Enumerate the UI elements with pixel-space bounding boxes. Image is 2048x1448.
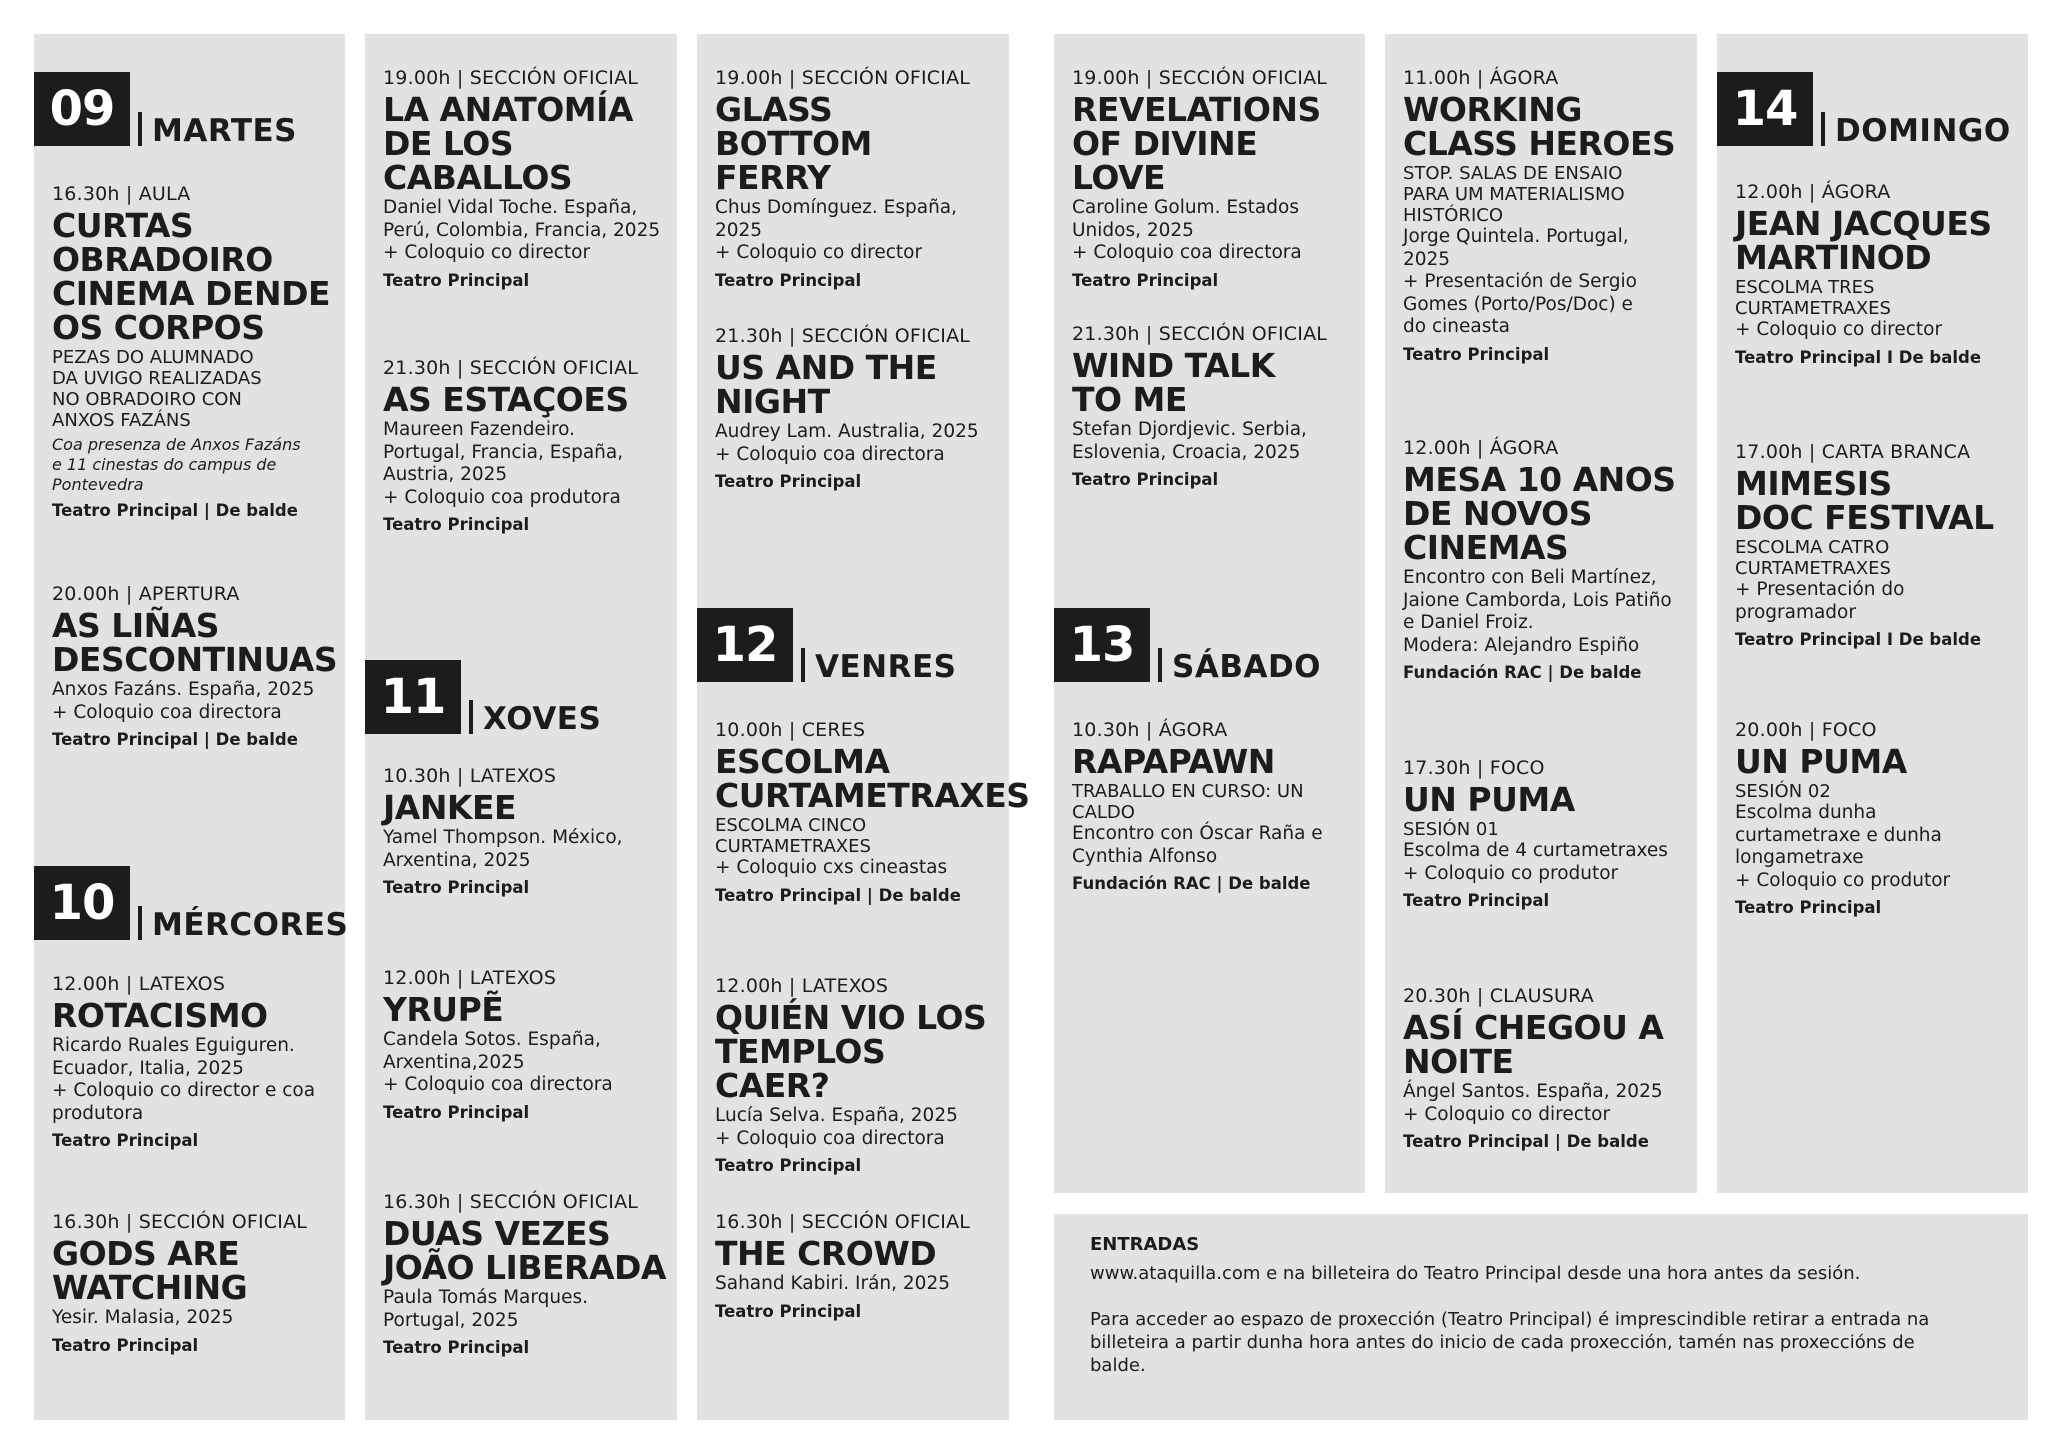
event-description-line: programador <box>1735 601 1856 623</box>
event-description-line: Sahand Kabiri. Irán, 2025 <box>715 1273 950 1294</box>
event-title-line: WIND TALK <box>1072 346 1275 385</box>
event-title-line: FERRY <box>715 158 831 197</box>
event <box>52 972 335 1151</box>
event-time: 21.30h | SECCIÓN OFICIAL <box>715 325 971 347</box>
event-description <box>1403 567 1687 657</box>
event <box>1403 984 1687 1152</box>
event-description-line: Maureen Fazendeiro. <box>383 419 576 440</box>
event-description-line: + Coloquio co director <box>1403 1103 1611 1125</box>
event-title-line: OF DIVINE LOVE <box>1072 124 1258 197</box>
event-time: 19.00h | SECCIÓN OFICIAL <box>383 67 639 89</box>
day-number: 11 <box>365 660 461 734</box>
event <box>1403 756 1687 911</box>
event-title-line: OS CORPOS <box>52 308 265 347</box>
event-subtitle <box>1403 819 1687 840</box>
event-description-line: Portugal, Francia, España, <box>383 441 624 463</box>
event-description-line: Unidos, 2025 <box>1072 219 1194 241</box>
event <box>1403 436 1687 683</box>
event-description-line: produtora <box>52 1102 144 1124</box>
event-description <box>715 197 999 265</box>
event-venue: Teatro Principal <box>52 1335 199 1355</box>
event-description-line: Escolma de 4 curtametraxes <box>1403 840 1668 861</box>
event-time: 16.30h | SECCIÓN OFICIAL <box>715 1211 971 1233</box>
column-martes-venres <box>697 34 1030 1420</box>
event-title-line: QUIÉN VIO LOS <box>715 998 987 1037</box>
event-title-line: YRUPẼ <box>383 990 504 1029</box>
event-description <box>1735 579 2018 624</box>
event-title-line: MARTINOD <box>1735 238 1932 277</box>
event-description-line: + Presentación do <box>1735 579 1905 600</box>
event-title <box>383 1214 667 1287</box>
event-description-line: Paula Tomás Marques. <box>383 1287 589 1308</box>
event-description-line: + Coloquio cxs cineastas <box>715 857 948 878</box>
event-title <box>383 380 667 419</box>
event-title-line: TEMPLOS CAER? <box>715 1032 886 1105</box>
event-description-line: + Coloquio coa directora <box>52 701 282 723</box>
event-venue: Teatro Principal | De balde <box>52 501 298 520</box>
event-title-line: ASÍ CHEGOU A <box>1403 1008 1664 1047</box>
event-description-line: + Coloquio coa directora <box>715 1127 945 1149</box>
event-subtitle-line: CALDO <box>1072 802 1135 823</box>
event-description <box>715 1273 999 1296</box>
event-subtitle <box>1735 537 2018 579</box>
event-description-line: Daniel Vidal Toche. España, <box>383 197 638 218</box>
day-header-12 <box>697 608 957 685</box>
event-title <box>1403 1008 1687 1081</box>
event-subtitle-line: ANXOS FAZÁNS <box>52 410 191 431</box>
event-title <box>1072 90 1355 197</box>
event-venue: Teatro Principal <box>715 270 862 290</box>
event-title-line: AS LIÑAS <box>52 606 220 645</box>
event-description-line: + Coloquio coa directora <box>383 1074 613 1095</box>
event-description-line: Arxentina,2025 <box>383 1051 525 1073</box>
event-description-line: Ricardo Ruales Eguiguren. <box>52 1035 295 1056</box>
event-description <box>383 1029 667 1097</box>
event-description-line: + Coloquio co director e coa <box>52 1080 316 1101</box>
event-subtitle-line: ESCOLMA CATRO <box>1735 537 1890 558</box>
event-title-line: DE LOS <box>383 124 514 163</box>
event-title-line: NOITE <box>1403 1042 1514 1081</box>
event-title-line: MESA 10 ANOS <box>1403 460 1676 499</box>
event-title-line: ROTACISMO <box>52 996 268 1035</box>
event-time: 19.00h | SECCIÓN OFICIAL <box>1072 67 1328 89</box>
event-time: 12.00h | LATEXOS <box>383 967 557 989</box>
event-description-line: Portugal, 2025 <box>383 1309 519 1331</box>
event-venue: Teatro Principal <box>1403 891 1550 910</box>
event-title-line: AS ESTAÇOES <box>383 380 629 419</box>
event-description <box>1072 197 1355 265</box>
column-domingo <box>1717 34 2028 1193</box>
day-name: XOVES <box>469 700 601 734</box>
event-description-line: Eslovenia, Croacia, 2025 <box>1072 441 1301 463</box>
event-subtitle <box>1735 781 2018 802</box>
event-subtitle-line: HISTÓRICO <box>1403 205 1503 226</box>
event-venue: Teatro Principal <box>715 1301 862 1321</box>
event-time: 17.30h | FOCO <box>1403 757 1545 779</box>
event-title-line: CURTAS <box>52 206 194 245</box>
event-title <box>715 348 999 421</box>
event-description <box>1735 319 2018 342</box>
event-venue: Teatro Principal <box>383 1338 530 1357</box>
event-description-line: + Coloquio co director <box>715 242 923 263</box>
event-subtitle <box>1735 277 2018 319</box>
event-description-line: Encontro con Beli Martínez, <box>1403 567 1657 588</box>
event-venue: Teatro Principal <box>1072 470 1219 489</box>
event-title <box>383 788 667 827</box>
day-name: SÁBADO <box>1158 648 1321 682</box>
event-subtitle-line: SESIÓN 01 <box>1403 819 1499 840</box>
event-venue: Teatro Principal <box>383 270 530 290</box>
event-description-line: Yesir. Malasia, 2025 <box>52 1307 234 1328</box>
event-title-line: DESCONTINUAS <box>52 640 338 679</box>
event-venue: Teatro Principal | De balde <box>715 885 961 905</box>
event-title-line: JOÃO LIBERADA <box>383 1248 666 1287</box>
event-description <box>1403 226 1687 339</box>
event-subtitle-line: PEZAS DO ALUMNADO <box>52 347 254 368</box>
event-subtitle-line: TRABALLO EN CURSO: UN <box>1072 781 1304 802</box>
event-description <box>383 1287 667 1332</box>
event-subtitle-line: NO OBRADOIRO CON <box>52 389 242 410</box>
event-description <box>1403 1081 1687 1126</box>
event-venue: Teatro Principal <box>715 472 862 491</box>
event-description-line: Audrey Lam. Australia, 2025 <box>715 421 979 442</box>
event-title-line: NIGHT <box>715 382 830 421</box>
event-title-line: JANKEE <box>383 788 517 827</box>
event-title <box>715 742 1030 815</box>
event-description-line: Jaione Camborda, Lois Patiño <box>1403 589 1672 611</box>
event-subtitle <box>715 815 999 857</box>
event-title-line: DUAS VEZES <box>383 1214 611 1253</box>
event-description-line: + Presentación de Sergio <box>1403 271 1637 292</box>
event-description <box>715 421 999 466</box>
event-title <box>715 998 999 1105</box>
tickets-paragraph: Para acceder ao espazo de proxección (Teatro Principal) é imprescindible retirar a entrada na billeteira a partir dunha hora antes do inicio de cada proxección, tamén nas proxeccións de balde. <box>1090 1309 1930 1376</box>
event-title-line: CABALLOS <box>383 158 573 197</box>
event-subtitle <box>1403 163 1687 226</box>
event-venue: Teatro Principal <box>383 515 530 534</box>
event <box>383 1190 667 1358</box>
event-description-line: Arxentina, 2025 <box>383 849 531 871</box>
event-title <box>715 90 999 197</box>
event-time: 20.30h | CLAUSURA <box>1403 985 1594 1007</box>
event-venue: Fundación RAC | De balde <box>1403 663 1642 682</box>
tickets-text <box>1090 1262 1970 1400</box>
event-description-line: Chus Domínguez. España, <box>715 197 958 218</box>
event-description-line: do cineasta <box>1403 316 1510 337</box>
event-title-line: OBRADOIRO <box>52 240 273 279</box>
event-description <box>383 197 667 265</box>
event-description-line: Escolma dunha <box>1735 802 1877 823</box>
event-description-line: Anxos Fazáns. España, 2025 <box>52 679 315 700</box>
event-description-line: longametraxe <box>1735 847 1864 868</box>
event-description-line: + Coloquio co produtor <box>1735 869 1951 891</box>
event-subtitle-line: ESCOLMA TRES <box>1735 277 1875 298</box>
event-title <box>383 90 667 197</box>
event-title-line: UN PUMA <box>1735 742 1907 781</box>
day-number: 12 <box>697 608 793 682</box>
event-title-line: CURTAMETRAXES <box>715 776 1030 815</box>
column-martes-mercores <box>34 34 349 1420</box>
event-description-line: + Coloquio co director <box>383 242 591 263</box>
event-title-line: CINEMA DENDE <box>52 274 331 313</box>
event-description <box>52 1307 335 1330</box>
event-description-line: e Daniel Froiz. <box>1403 612 1534 633</box>
event <box>715 974 999 1176</box>
event-venue: Teatro Principal <box>715 1156 862 1175</box>
event <box>1403 66 1687 365</box>
event-description-line: Modera: Alejandro Espiño <box>1403 634 1640 656</box>
event-subtitle-line: ESCOLMA CINCO <box>715 815 867 836</box>
event-description-line: Candela Sotos. España, <box>383 1029 601 1050</box>
event-note-line: Pontevedra <box>52 475 144 494</box>
event-venue: Teatro Principal | De balde <box>52 730 298 749</box>
event-title <box>1735 464 2018 537</box>
event-description-line: Gomes (Porto/Pos/Doc) e <box>1403 293 1633 315</box>
event-time: 21.30h | SECCIÓN OFICIAL <box>1072 323 1328 345</box>
event-title <box>52 1234 335 1307</box>
event <box>383 356 667 535</box>
event-description-line: Ecuador, Italia, 2025 <box>52 1057 244 1079</box>
event-time: 12.00h | LATEXOS <box>715 975 889 997</box>
tickets-title: ENTRADAS <box>1090 1234 1200 1255</box>
event <box>1735 440 2018 650</box>
event-title-line: ESCOLMA <box>715 742 890 781</box>
day-name: DOMINGO <box>1821 112 2011 146</box>
event-title-line: DE NOVOS <box>1403 494 1592 533</box>
event-description-line: Perú, Colombia, Francia, 2025 <box>383 219 661 241</box>
tickets-info-box <box>1054 1214 2028 1420</box>
day-name: MÉRCORES <box>138 906 348 940</box>
event-venue: Teatro Principal <box>1403 344 1550 364</box>
event-venue: Teatro Principal I De balde <box>1735 347 1982 367</box>
event-description <box>52 1035 335 1125</box>
event-description <box>1735 802 2018 892</box>
event-subtitle <box>1072 781 1355 823</box>
event-time: 17.00h | CARTA BRANCA <box>1735 441 1971 463</box>
day-number: 09 <box>34 72 130 146</box>
day-name: VENRES <box>801 648 957 682</box>
event-time: 11.00h | ÁGORA <box>1403 67 1559 89</box>
event <box>1072 66 1355 291</box>
event-subtitle-line: CURTAMETRAXES <box>1735 558 1891 579</box>
event <box>715 718 1030 906</box>
day-number: 10 <box>34 866 130 940</box>
event-title <box>52 996 335 1035</box>
event-description-line: 2025 <box>1403 248 1451 270</box>
event-title-line: WATCHING <box>52 1268 248 1307</box>
event-description <box>383 419 667 509</box>
event-time: 20.00h | FOCO <box>1735 719 1877 741</box>
event-title <box>52 606 338 679</box>
event-venue: Teatro Principal <box>383 1102 530 1122</box>
event-subtitle-line: CURTAMETRAXES <box>1735 298 1891 319</box>
event-subtitle-line: SESIÓN 02 <box>1735 781 1831 802</box>
event-description <box>1072 419 1355 464</box>
event-title-line: GLASS BOTTOM <box>715 90 872 163</box>
event-venue: Fundación RAC | De balde <box>1072 874 1311 893</box>
event-note-line: Coa presenza de Anxos Fazáns <box>52 435 301 454</box>
event-time: 10.00h | CERES <box>715 719 866 741</box>
event-time: 20.00h | APERTURA <box>52 583 240 605</box>
event-title-line: CLASS HEROES <box>1403 124 1676 163</box>
event <box>52 182 335 521</box>
column-sabado-cont <box>1385 34 1697 1193</box>
event-title-line: UN PUMA <box>1403 780 1575 819</box>
event-title <box>1735 742 2018 781</box>
day-number: 14 <box>1717 72 1813 146</box>
event-time: 10.30h | LATEXOS <box>383 765 557 787</box>
event-venue: Teatro Principal I De balde <box>1735 630 1982 649</box>
event-description-line: curtametraxe e dunha <box>1735 824 1942 846</box>
event-description-line: Austria, 2025 <box>383 464 508 485</box>
event <box>715 324 999 492</box>
event-title-line: THE CROWD <box>715 1234 937 1273</box>
event-description-line: Cynthia Alfonso <box>1072 845 1218 867</box>
event-subtitle-line: PARA UM MATERIALISMO <box>1403 184 1625 205</box>
event-description <box>383 827 667 872</box>
event-title-line: CINEMAS <box>1403 528 1569 567</box>
event-description <box>52 679 335 724</box>
event-title <box>52 206 335 347</box>
event-time: 16.30h | SECCIÓN OFICIAL <box>52 1211 308 1233</box>
tickets-paragraph: www.ataquilla.com e na billeteira do Teatro Principal desde una hora antes da sesión. <box>1090 1263 1861 1284</box>
event-title-line: REVELATIONS <box>1072 90 1321 129</box>
event-description <box>1072 823 1355 868</box>
event-title-line: MIMESIS <box>1735 464 1892 503</box>
event-title-line: LA ANATOMÍA <box>383 90 633 129</box>
event <box>715 66 999 291</box>
event-title-line: WORKING <box>1403 90 1582 129</box>
event-title-line: DOC FESTIVAL <box>1735 498 1994 537</box>
event-title <box>1072 742 1355 781</box>
event-title-line: RAPAPAWN <box>1072 742 1275 781</box>
event-venue: Teatro Principal <box>52 1131 199 1150</box>
event-description <box>1403 840 1687 885</box>
event-time: 16.30h | SECCIÓN OFICIAL <box>383 1191 639 1213</box>
event-subtitle-line: STOP. SALAS DE ENSAIO <box>1403 163 1623 184</box>
event-subtitle-line: DA UVIGO REALIZADAS <box>52 368 262 389</box>
event-title <box>1735 204 2018 277</box>
event-venue: Teatro Principal | De balde <box>1403 1132 1649 1151</box>
event-time: 19.00h | SECCIÓN OFICIAL <box>715 67 971 89</box>
event <box>1072 718 1355 894</box>
event-title <box>1403 90 1687 163</box>
event <box>383 764 667 898</box>
event-venue: Teatro Principal <box>1072 270 1219 290</box>
event-description-line: + Coloquio co director <box>1735 319 1943 340</box>
event-title <box>715 1234 999 1273</box>
event-description-line: + Coloquio coa directora <box>1072 242 1302 263</box>
event-time: 12.00h | ÁGORA <box>1403 437 1559 459</box>
column-martes-xoves <box>365 34 677 1420</box>
event-time: 10.30h | ÁGORA <box>1072 719 1228 741</box>
day-name: MARTES <box>138 112 297 146</box>
column-martes-sabado <box>1054 34 1365 1193</box>
event-note-line: e 11 cinestas do campus de <box>52 455 277 474</box>
event-subtitle-line: CURTAMETRAXES <box>715 836 871 857</box>
event-description <box>715 857 999 880</box>
event-description-line: Yamel Thompson. México, <box>383 827 623 848</box>
event-description-line: 2025 <box>715 219 763 241</box>
event-note <box>52 435 335 495</box>
event-venue: Teatro Principal <box>383 878 530 897</box>
event-description-line: + Coloquio coa directora <box>715 443 945 465</box>
event <box>1735 718 2018 918</box>
event-time: 12.00h | ÁGORA <box>1735 181 1891 203</box>
event-description-line: Ángel Santos. España, 2025 <box>1403 1081 1663 1102</box>
event-title-line: TO ME <box>1072 380 1187 419</box>
event-time: 21.30h | SECCIÓN OFICIAL <box>383 357 639 379</box>
event <box>52 1210 335 1356</box>
event <box>383 966 667 1123</box>
event-description-line: + Coloquio coa produtora <box>383 486 621 508</box>
event-title <box>1403 460 1687 567</box>
event-description-line: Encontro con Óscar Raña e <box>1072 823 1323 844</box>
event-time: 12.00h | LATEXOS <box>52 973 226 995</box>
event-description-line: Lucía Selva. España, 2025 <box>715 1105 958 1126</box>
event <box>52 582 338 750</box>
event-subtitle <box>52 347 335 431</box>
day-header-11 <box>365 660 602 737</box>
event-description-line: Caroline Golum. Estados <box>1072 197 1299 218</box>
event <box>715 1210 999 1322</box>
event-title <box>1072 346 1355 419</box>
event-title <box>383 990 667 1029</box>
event-description-line: Jorge Quintela. Portugal, <box>1403 226 1629 247</box>
event-description-line: Stefan Djordjevic. Serbia, <box>1072 419 1307 440</box>
event-title-line: GODS ARE <box>52 1234 240 1273</box>
event-title-line: US AND THE <box>715 348 937 387</box>
event-time: 16.30h | AULA <box>52 183 191 205</box>
event-venue: Teatro Principal <box>1735 898 1882 917</box>
event-description <box>715 1105 999 1150</box>
day-header-10 <box>34 866 349 943</box>
event-title-line: JEAN JACQUES <box>1735 204 1992 243</box>
day-number: 13 <box>1054 608 1150 682</box>
event <box>383 66 667 291</box>
day-header-09 <box>34 72 297 149</box>
event-description-line: + Coloquio co produtor <box>1403 862 1619 884</box>
event-title <box>1403 780 1687 819</box>
event <box>1735 180 2018 368</box>
day-header-14 <box>1717 72 2011 149</box>
day-header-13 <box>1054 608 1322 685</box>
event <box>1072 322 1355 490</box>
